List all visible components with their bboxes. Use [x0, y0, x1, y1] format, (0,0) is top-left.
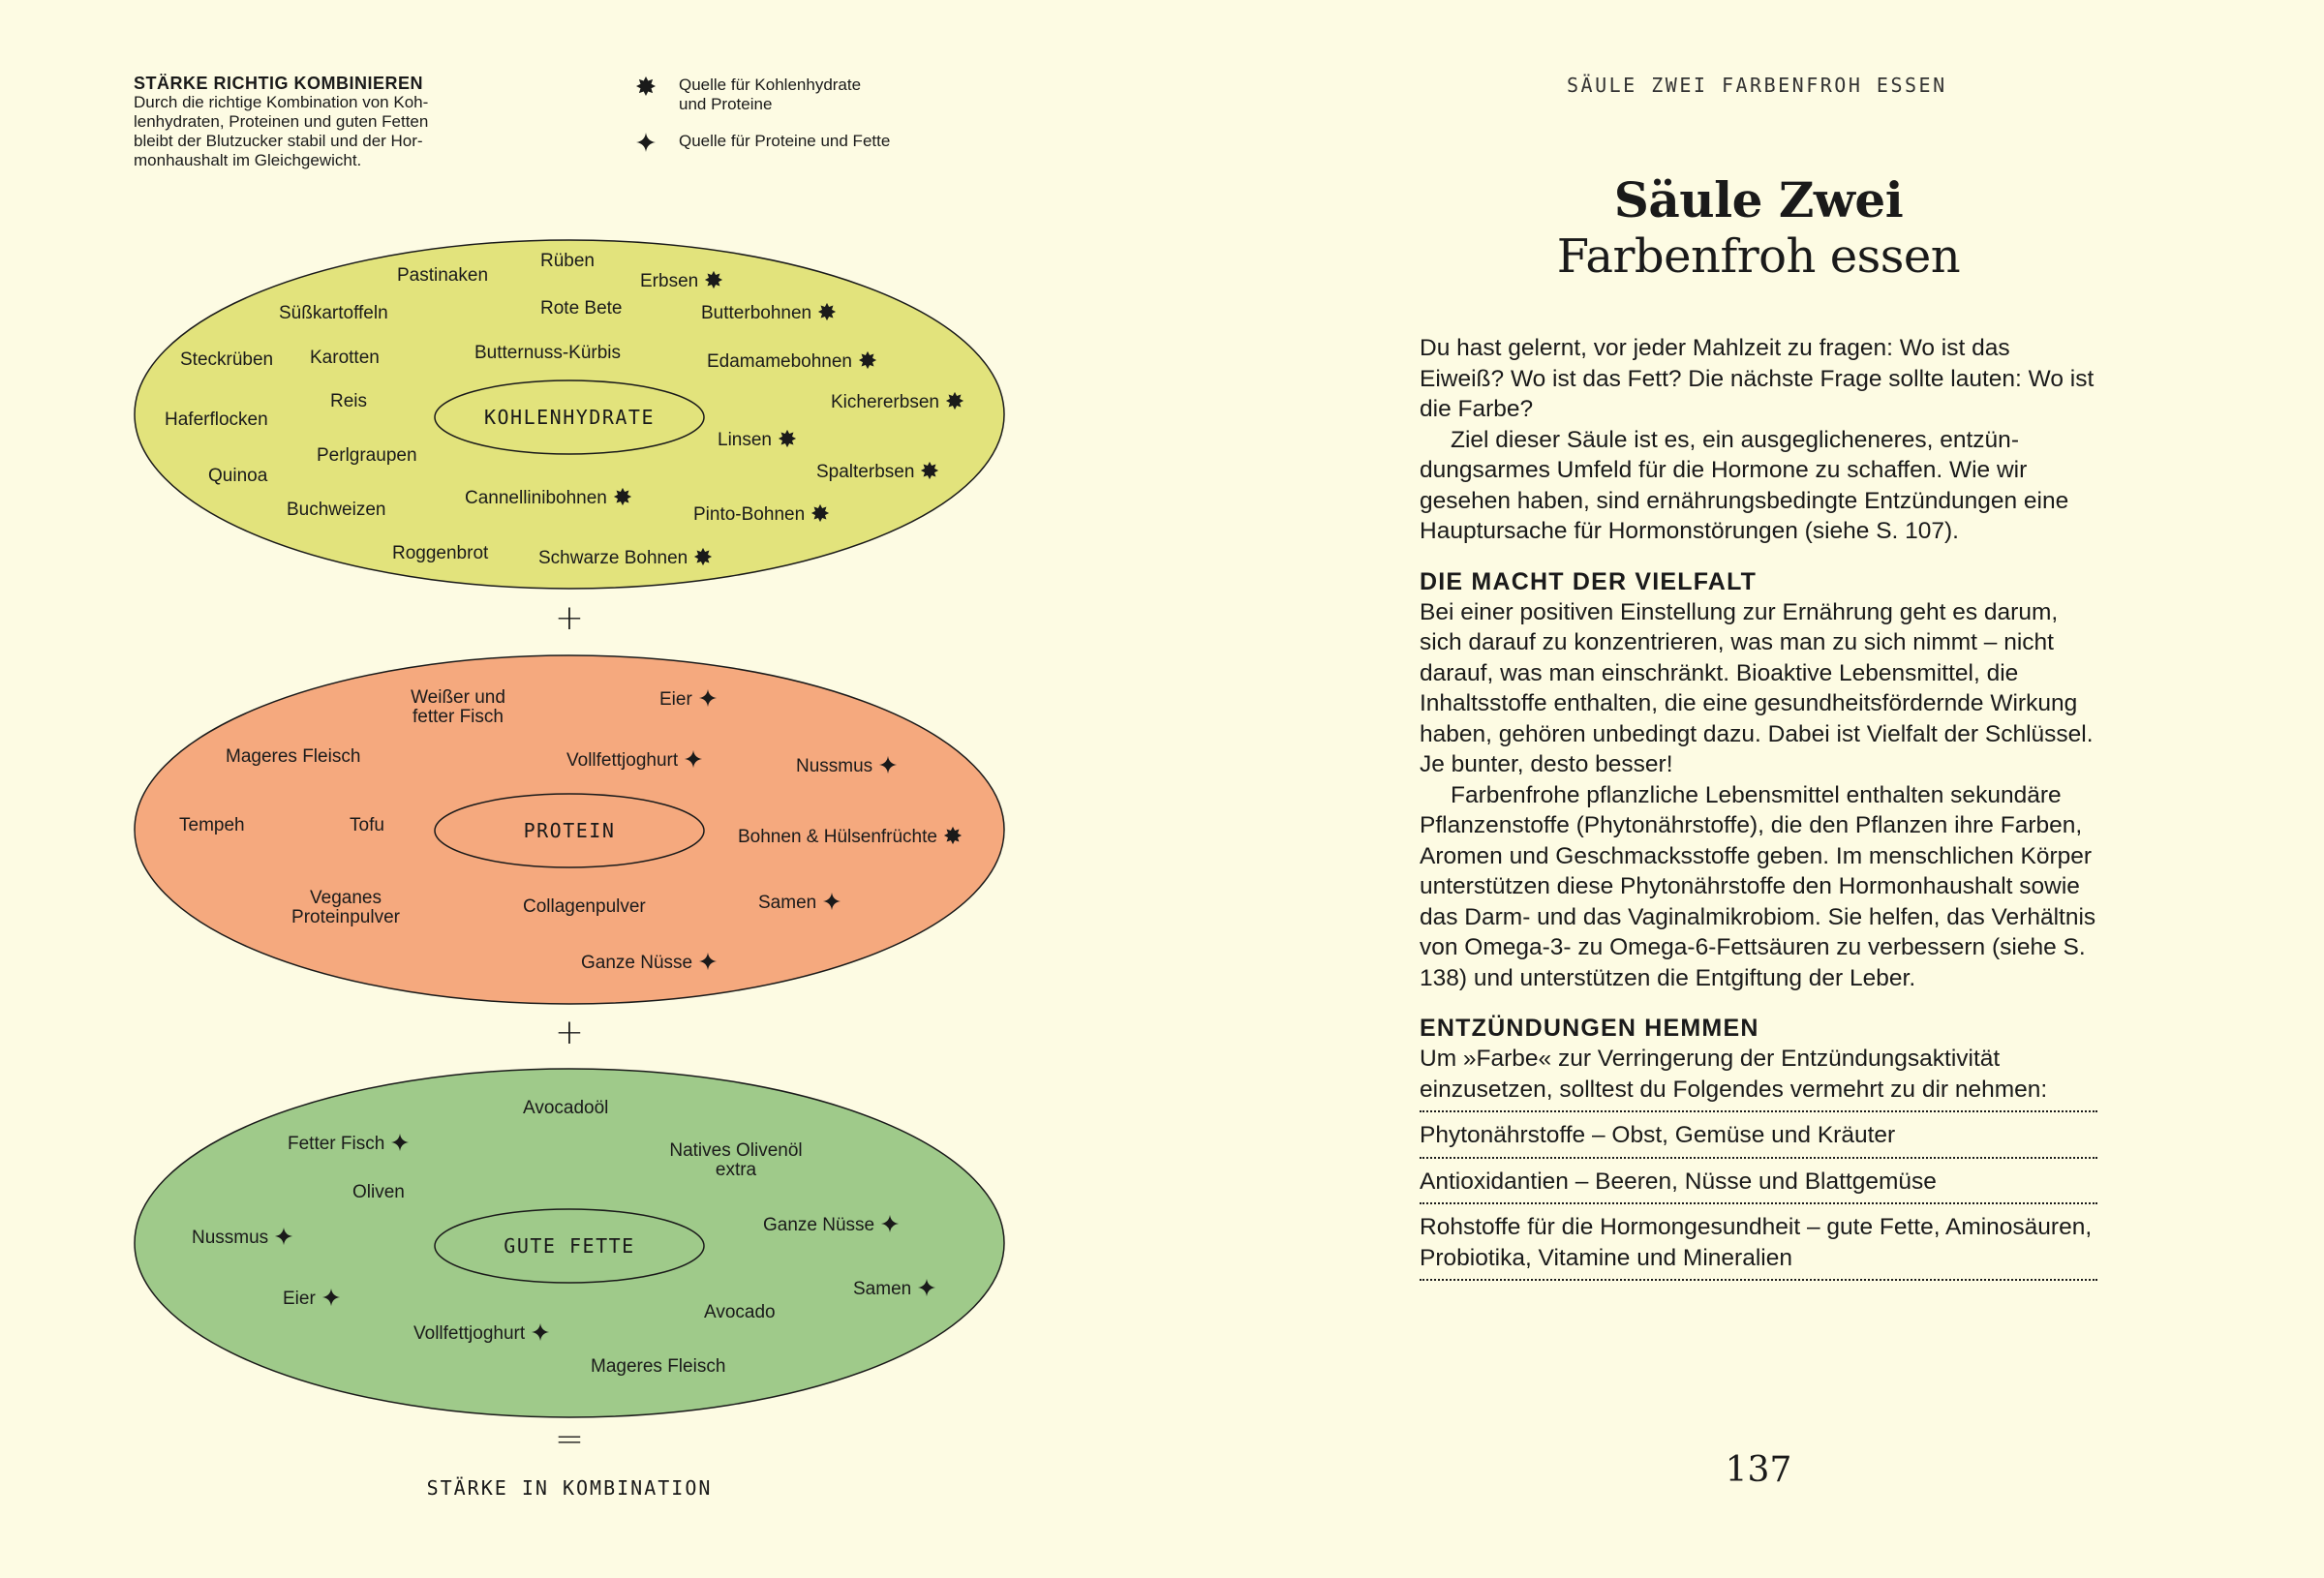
sparkle-star-icon: [321, 1288, 341, 1307]
sun-star-icon: [778, 429, 797, 448]
section-heading: ENTZÜNDUNGEN HEMMEN: [1420, 1015, 1759, 1042]
plus-sign: +: [554, 598, 585, 638]
food-item: Buchweizen: [287, 500, 386, 520]
intro-line: lenhydraten, Proteinen und guten Fetten: [134, 112, 429, 131]
food-item: Butterbohnen: [701, 302, 837, 323]
food-item: Quinoa: [208, 466, 268, 486]
food-item: Nussmus: [192, 1227, 293, 1248]
food-item: Veganes Proteinpulver: [291, 888, 400, 927]
food-item: Pastinaken: [397, 265, 489, 286]
food-item: Vollfettjoghurt: [413, 1322, 550, 1344]
food-item: Avocadoöl: [523, 1098, 609, 1118]
legend-text: und Proteine: [679, 95, 773, 113]
food-item: Butternuss-Kürbis: [474, 343, 622, 363]
food-item: Rüben: [540, 251, 595, 271]
title-line-2: Farbenfroh essen: [1556, 229, 1961, 284]
sparkle-star-icon: [531, 1322, 550, 1342]
title-line-1: Säule Zwei: [1613, 171, 1904, 228]
list-item: Rohstoffe für die Hormongesundheit – gute Fette, Aminosäuren, Probiotika, Vitamine und Mineralien: [1420, 1202, 2097, 1281]
food-item: Mageres Fleisch: [226, 746, 361, 767]
food-item: Bohnen & Hülsenfrüchte: [738, 826, 963, 847]
intro-line: Durch die richtige Kombination von Koh-: [134, 93, 429, 111]
food-item: Kichererbsen: [831, 391, 964, 412]
sun-star-icon: [858, 350, 877, 370]
sparkle-star-icon: [698, 688, 718, 708]
food-item: Karotten: [310, 348, 380, 368]
intro-line: bleibt der Blutzucker stabil und der Hor-: [134, 132, 423, 150]
food-item: Oliven: [352, 1182, 405, 1202]
food-item: Tofu: [350, 815, 384, 835]
food-item: Nussmus: [796, 755, 898, 776]
food-item: Mageres Fleisch: [591, 1356, 726, 1377]
food-item: Vollfettjoghurt: [566, 749, 703, 771]
sun-star-icon: [810, 503, 830, 523]
page-number: 137: [1725, 1450, 1792, 1490]
legend-text: Quelle für Kohlenhydrate: [679, 76, 862, 94]
list-item: Antioxidantien – Beeren, Nüsse und Blattgemüse: [1420, 1157, 2097, 1203]
food-item: Eier: [283, 1288, 341, 1309]
food-item: Perlgraupen: [317, 445, 417, 466]
body-text: [1420, 333, 2097, 1281]
food-item: Erbsen: [640, 270, 723, 291]
sun-star-icon: [693, 547, 713, 566]
sun-star-icon: [945, 391, 964, 410]
sparkle-star-icon: [698, 952, 718, 971]
sparkle-star-icon: [684, 749, 703, 769]
intro-title: STÄRKE RICHTIG KOMBINIEREN: [134, 74, 424, 93]
food-item: Avocado: [704, 1302, 776, 1322]
food-item: Collagenpulver: [523, 896, 646, 917]
food-item: Cannellinibohnen: [465, 487, 632, 508]
sun-star-icon: [920, 461, 939, 480]
food-item: Schwarze Bohnen: [538, 547, 713, 568]
food-item: Roggenbrot: [392, 543, 489, 563]
food-item: Ganze Nüsse: [581, 952, 718, 973]
sun-star-icon: [943, 826, 963, 845]
dotted-list: [1420, 1110, 2097, 1281]
sparkle-star-icon: [822, 892, 841, 911]
sparkle-star-icon: [880, 1214, 900, 1233]
food-item: Weißer und fetter Fisch: [411, 687, 505, 727]
sparkle-star-icon: [390, 1133, 410, 1152]
page-title: [1420, 172, 2097, 285]
food-item: Tempeh: [179, 815, 245, 835]
sparkle-star-icon: [878, 755, 898, 774]
food-item: Samen: [758, 892, 841, 913]
sparkle-star-icon: [274, 1227, 293, 1246]
paragraph: Du hast gelernt, vor jeder Mahlzeit zu fragen: Wo ist das Eiweiß? Wo ist das Fett? Die nächste Frage sollte lauten: Wo ist die Farbe?: [1420, 335, 2095, 422]
legend-text: Quelle für Proteine und Fette: [679, 132, 891, 150]
protein-label: PROTEIN: [523, 819, 616, 842]
food-item: Ganze Nüsse: [763, 1214, 900, 1235]
paragraph: Farbenfrohe pflanzliche Lebensmittel enthalten sekundäre Pflanzenstoffe (Phytonährstoffe), die den Pflanzen ihre Farben, Aromen und Geschmacksstoffe geben. Im menschlichen Körper unterstützen diese Phytonährstoffe den Hormonhaushalt sowie das Darm- und das Vaginalmikrobiom. Sie helfen, das Verhältnis von Omega-3- zu Omega-6-Fettsäuren zu verbessern (siehe S. 138) und unterstützen die Entgiftung der Leber.: [1420, 781, 2096, 991]
intro-line: monhaushalt im Gleichgewicht.: [134, 151, 362, 169]
food-item: Haferflocken: [165, 410, 268, 430]
equals-sign: =: [554, 1419, 585, 1459]
plus-sign: +: [554, 1013, 585, 1052]
sparkle-star-icon: [917, 1278, 936, 1297]
food-item: Rote Bete: [540, 298, 623, 319]
food-item: Natives Olivenöl extra: [669, 1140, 803, 1180]
running-head: SÄULE ZWEI FARBENFROH ESSEN: [1567, 74, 1947, 97]
result-label: STÄRKE IN KOMBINATION: [426, 1476, 713, 1500]
food-item: Samen: [853, 1278, 936, 1299]
food-item: Fetter Fisch: [288, 1133, 410, 1154]
food-item: Spalterbsen: [816, 461, 939, 482]
food-item: Steckrüben: [180, 349, 274, 370]
food-item: Linsen: [718, 429, 797, 450]
sun-star-icon: [613, 487, 632, 506]
carb-label: KOHLENHYDRATE: [483, 406, 656, 429]
food-item: Süßkartoffeln: [279, 303, 388, 323]
sun-star-icon: [704, 270, 723, 289]
food-item: Pinto-Bohnen: [693, 503, 830, 525]
paragraph: Bei einer positiven Einstellung zur Ernährung geht es darum, sich darauf zu konzentrieren, was man zu sich nimmt – nicht darauf, was man einschränkt. Bioaktive Lebensmittel, die Inhaltsstoffe enthalten, die eine gesundheitsfördernde Wirkung haben, gehören unbedingt dazu. Dabei ist Vielfalt der Schlüssel. Je bunter, desto besser!: [1420, 598, 2094, 777]
food-item: Reis: [330, 391, 368, 411]
section-heading: DIE MACHT DER VIELFALT: [1420, 567, 1758, 595]
sun-star-icon: [817, 302, 837, 321]
food-item: Edamamebohnen: [707, 350, 877, 372]
paragraph: Ziel dieser Säule ist es, ein ausgeglicheneres, entzündungsarmes Umfeld für die Hormone zu schaffen. Wie wir gesehen haben, sind ernährungsbedingte Entzündungen eine Hauptursache für Hormonstörungen (siehe S. 107).: [1420, 426, 2069, 544]
list-item: Phytonährstoffe – Obst, Gemüse und Kräuter: [1420, 1110, 2097, 1157]
food-item: Eier: [659, 688, 718, 710]
paragraph: Um »Farbe« zur Verringerung der Entzündungsaktivität einzusetzen, solltest du Folgendes vermehrt zu dir nehmen:: [1420, 1046, 2048, 1103]
fat-label: GUTE FETTE: [504, 1234, 635, 1258]
